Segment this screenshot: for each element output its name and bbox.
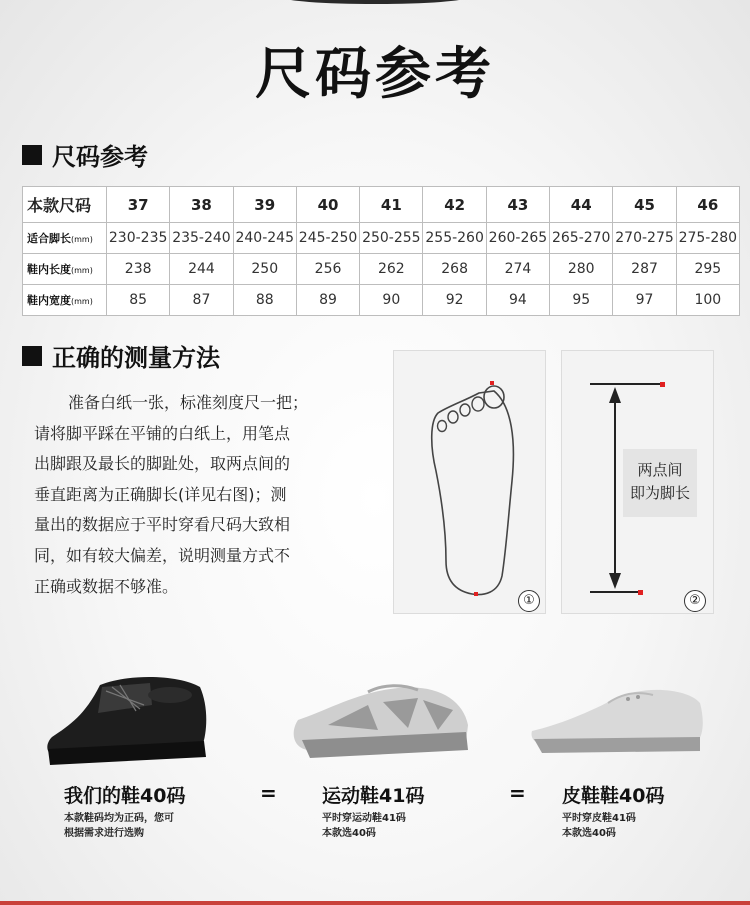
sports-shoe-label: 运动鞋41码 <box>322 785 425 807</box>
table-cell: 89 <box>296 285 359 316</box>
table-cell: 88 <box>233 285 296 316</box>
foot-outline-figure <box>393 350 546 614</box>
table-cell: 260-265 <box>486 223 549 254</box>
sports-shoe-icon <box>288 680 476 760</box>
size-cell: 41 <box>360 187 423 223</box>
method-line: 准备白纸一张，标准刻度尺一把； <box>68 393 309 412</box>
figure-number: ② <box>684 590 706 612</box>
size-cell: 43 <box>486 187 549 223</box>
size-header-label: 本款尺码 <box>23 187 107 223</box>
table-cell: 92 <box>423 285 486 316</box>
table-cell: 262 <box>360 254 423 285</box>
figure-number: ① <box>518 590 540 612</box>
size-cell: 39 <box>233 187 296 223</box>
table-cell: 100 <box>676 285 739 316</box>
size-section-heading-text: 尺码参考 <box>52 143 148 171</box>
table-cell: 280 <box>550 254 613 285</box>
table-cell: 244 <box>170 254 233 285</box>
table-cell: 87 <box>170 285 233 316</box>
bottom-marker <box>638 590 643 595</box>
row-label: 鞋内长度(mm) <box>23 254 107 285</box>
table-row <box>23 254 740 285</box>
table-cell: 245-250 <box>296 223 359 254</box>
method-line: 正确或数据不够准。 <box>34 576 179 596</box>
method-line: 垂直距离为正确脚长(详见右图)；测 <box>34 484 287 504</box>
size-cell: 44 <box>550 187 613 223</box>
size-cell: 37 <box>107 187 170 223</box>
our-shoe-note: 本款鞋码均为正码，您可 根据需求进行选购 <box>64 813 174 839</box>
table-cell: 235-240 <box>170 223 233 254</box>
method-line: 出脚跟及最长的脚趾处，取两点间的 <box>34 454 291 474</box>
toe-marker <box>490 381 494 385</box>
page-title: 尺码参考 <box>255 42 495 107</box>
size-table-header-row <box>23 187 740 223</box>
equals-sign: = <box>260 781 277 805</box>
table-cell: 95 <box>550 285 613 316</box>
table-cell: 287 <box>613 254 676 285</box>
table-cell: 240-245 <box>233 223 296 254</box>
table-cell: 238 <box>107 254 170 285</box>
top-decoration <box>282 0 468 4</box>
our-shoe-label: 我们的鞋40码 <box>64 785 186 807</box>
method-line: 请将脚平踩在平铺的白纸上，用笔点 <box>34 423 291 443</box>
table-cell: 295 <box>676 254 739 285</box>
foot-outline-icon <box>394 351 547 615</box>
method-line: 同，如有较大偏差，说明测量方式不 <box>34 545 291 565</box>
leather-shoe-note: 平时穿皮鞋41码 本款选40码 <box>562 813 636 839</box>
row-label: 鞋内宽度(mm) <box>23 285 107 316</box>
heel-marker <box>474 592 478 596</box>
table-cell: 265-270 <box>550 223 613 254</box>
work-shoe-icon <box>40 665 210 770</box>
size-cell: 45 <box>613 187 676 223</box>
leather-shoe-icon <box>528 683 708 763</box>
table-cell: 85 <box>107 285 170 316</box>
bottom-accent-line <box>0 901 750 905</box>
measure-caption <box>623 449 697 517</box>
table-cell: 250-255 <box>360 223 423 254</box>
table-cell: 268 <box>423 254 486 285</box>
measure-caption-line: 两点间 <box>637 461 683 479</box>
table-cell: 94 <box>486 285 549 316</box>
method-description <box>34 388 334 602</box>
method-section-heading-text: 正确的测量方法 <box>52 344 220 372</box>
size-cell: 46 <box>676 187 739 223</box>
table-cell: 90 <box>360 285 423 316</box>
leather-shoe-label: 皮鞋鞋40码 <box>562 785 665 807</box>
row-label: 适合脚长(mm) <box>23 223 107 254</box>
size-table <box>22 186 740 316</box>
table-cell: 275-280 <box>676 223 739 254</box>
top-marker <box>660 382 665 387</box>
square-bullet-icon <box>22 346 42 366</box>
table-cell: 250 <box>233 254 296 285</box>
table-row <box>23 223 740 254</box>
size-section-heading <box>22 137 148 172</box>
table-cell: 274 <box>486 254 549 285</box>
method-section-heading <box>22 338 220 373</box>
sports-shoe-note: 平时穿运动鞋41码 本款选40码 <box>322 813 406 839</box>
table-cell: 255-260 <box>423 223 486 254</box>
equals-sign: = <box>509 781 526 805</box>
table-cell: 97 <box>613 285 676 316</box>
table-row <box>23 285 740 316</box>
size-cell: 38 <box>170 187 233 223</box>
measure-caption-line: 即为脚长 <box>629 484 690 502</box>
table-cell: 270-275 <box>613 223 676 254</box>
square-bullet-icon <box>22 145 42 165</box>
table-cell: 230-235 <box>107 223 170 254</box>
size-cell: 40 <box>296 187 359 223</box>
table-cell: 256 <box>296 254 359 285</box>
size-cell: 42 <box>423 187 486 223</box>
method-line: 量出的数据应于平时穿看尺码大致相 <box>34 515 291 535</box>
